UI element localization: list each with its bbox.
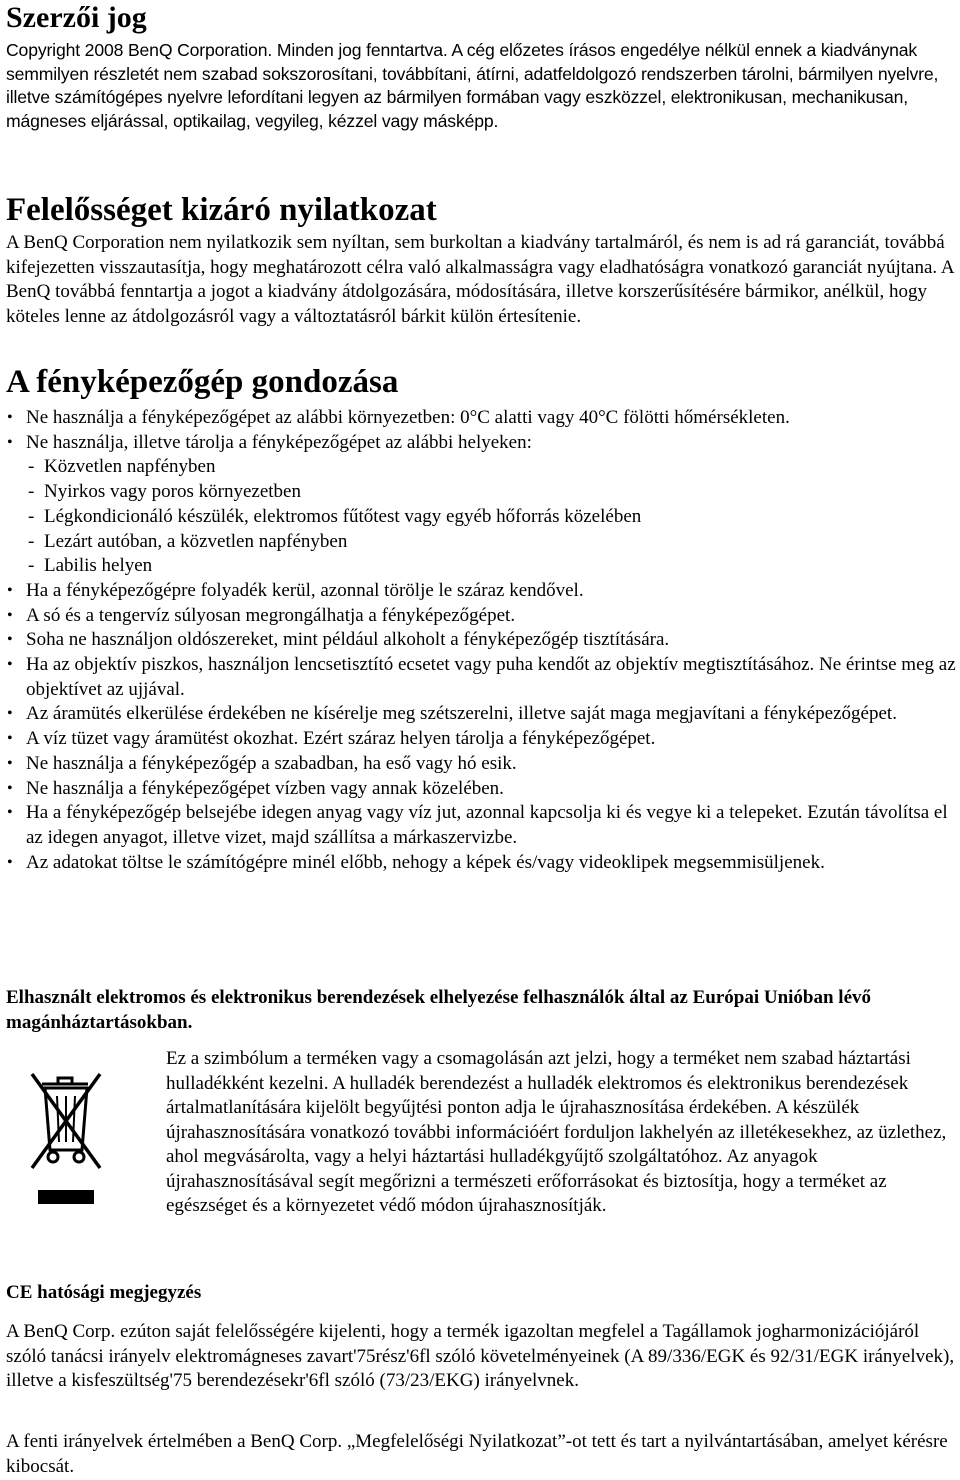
list-item: • Ha a fényképezőgépre folyadék kerül, azonnal törölje le száraz kendővel. bbox=[6, 579, 956, 604]
weee-paragraph: Ez a szimbólum a terméken vagy a csomagolásán azt jelzi, hogy a terméket nem szabad háztartási hulladékként kezelni. A hulladék berendezést a hulladék elektromos és elektronikus berendezések ártalmatlanítására kijelölt begyűjtési ponton adja le újrahasznosítása érdekében. A készülék újrahasznosítására vonatkozó további információért forduljon lakhelyén az illetékesekhez, az üzlethez, ahol megvásárolta, vagy a helyi háztartási hulladékgyűjtő szolgáltatóhoz. Az anyagok újrahasznosításával segít megőrizni a természeti erőforrásokat és biztosítja, hogy a terméket az egészséget és a környezetet védő módon újrahasznosítják. bbox=[166, 1048, 947, 1216]
list-item: • Ha az objektív piszkos, használjon lencsetisztító ecsetet vagy puha kendőt az objektív megtisztításához. Ne érintse meg az objektívet az ujjával. bbox=[6, 653, 956, 702]
ce-paragraph-1: A BenQ Corp. ezúton saját felelősségére kijelenti, hogy a termék igazoltan megfelel a Tagállamok jogharmonizációjáról szóló tanácsi irányelv elektromágneses zavart'75rész'6fl szóló követelményeinek (A 89/336/EGK és 92/31/EGK irányelvek), illetve a kisfeszültség'75 berendezésekr'6fl szóló (73/23/EKG) irányelvnek. bbox=[6, 1321, 955, 1391]
sublist-item: - Nyirkos vagy poros környezetben bbox=[26, 480, 956, 505]
sublist-item: - Lezárt autóban, a közvetlen napfényben bbox=[26, 530, 956, 555]
list-item: • Soha ne használjon oldószereket, mint például alkoholt a fényképezőgép tisztítására. bbox=[6, 628, 956, 653]
ce-heading: CE hatósági megjegyzés bbox=[6, 1282, 202, 1303]
sublist-item: - Közvetlen napfényben bbox=[26, 455, 956, 480]
list-item: • Ne használja a fényképezőgépet az alábbi környezetben: 0°C alatti vagy 40°C fölötti hőmérsékleten. bbox=[6, 406, 956, 431]
list-item: • Az adatokat töltse le számítógépre minél előbb, nehogy a képek és/vagy videoklipek megsemmisüljenek. bbox=[6, 851, 956, 876]
copyright-paragraph: Copyright 2008 BenQ Corporation. Minden jog fenntartva. A cég előzetes írásos engedélye nélkül ennek a kiadványnak semmilyen részletét nem szabad sokszorosítani, továbbítani, átírni, adatfeldolgozó rendszerben tárolni, bármilyen nyelvre, illetve számítógépes nyelvre lefordítani legyen az bármilyen formában vagy eszközzel, elektronikusan, mechanikusan, mágneses eljárással, optikailag, vegyileg, kézzel vagy másképp. bbox=[6, 40, 939, 131]
list-item: • Ne használja a fényképezőgép a szabadban, ha eső vagy hó esik. bbox=[6, 752, 956, 777]
list-item: • A víz tüzet vagy áramütést okozhat. Ezért száraz helyen tárolja a fényképezőgépet. bbox=[6, 727, 956, 752]
camera-care-list bbox=[6, 406, 956, 875]
list-item: • Ne használja a fényképezőgépet vízben vagy annak közelében. bbox=[6, 777, 956, 802]
ce-paragraph-2: A fenti irányelvek értelmében a BenQ Corp. „Megfelelőségi Nyilatkozat”-ot tett és tart a nyilvántartásában, amelyet kérésre kibocsát. bbox=[6, 1431, 948, 1477]
list-item-text: Ne használja, illetve tárolja a fényképezőgépet az alábbi helyeken: bbox=[26, 431, 532, 453]
copyright-heading: Szerzői jog bbox=[6, 1, 147, 34]
list-item: • A só és a tengervíz súlyosan megrongálhatja a fényképezőgépet. bbox=[6, 604, 956, 629]
camera-care-heading: A fényképezőgép gondozása bbox=[6, 364, 399, 400]
location-sublist bbox=[26, 455, 956, 579]
list-item bbox=[6, 431, 956, 579]
disclaimer-paragraph: A BenQ Corporation nem nyilatkozik sem nyíltan, sem burkoltan a kiadvány tartalmáról, és nem is ad rá garanciát, továbbá kifejezetten visszautasítja, hogy meghatározott célra való alkalmasságra vagy eladhatóságra vonatkozó garanciát nyújtana. A BenQ továbbá fenntartja a jogot a kiadvány átdolgozására, módosítására, illetve korszerűsítésére bármikor, anélkül, hogy köteles lenne az átdolgozásról vagy a változtatásról bárkit külön értesítenie. bbox=[6, 232, 954, 327]
list-item: • Ha a fényképezőgép belsejébe idegen anyag vagy víz jut, azonnal kapcsolja ki és vegye ki a telepeket. Ezután távolítsa el az idegen anyagot, illetve vizet, majd szállítsa a márkaszervizbe. bbox=[6, 801, 956, 850]
weee-heading: Elhasznált elektromos és elektronikus berendezések elhelyezése felhasználók által az Európai Unióban lévő magánháztartásokban. bbox=[6, 987, 872, 1033]
list-item: • Az áramütés elkerülése érdekében ne kísérelje meg szétszerelni, illetve saját maga megjavítani a fényképezőgépet. bbox=[6, 702, 956, 727]
sublist-item: - Légkondicionáló készülék, elektromos fűtőtest vagy egyéb hőforrás közelében bbox=[26, 505, 956, 530]
sublist-item: - Labilis helyen bbox=[26, 554, 956, 579]
crossed-out-wheelie-bin-icon bbox=[28, 1068, 106, 1208]
disclaimer-heading: Felelősséget kizáró nyilatkozat bbox=[6, 192, 437, 228]
